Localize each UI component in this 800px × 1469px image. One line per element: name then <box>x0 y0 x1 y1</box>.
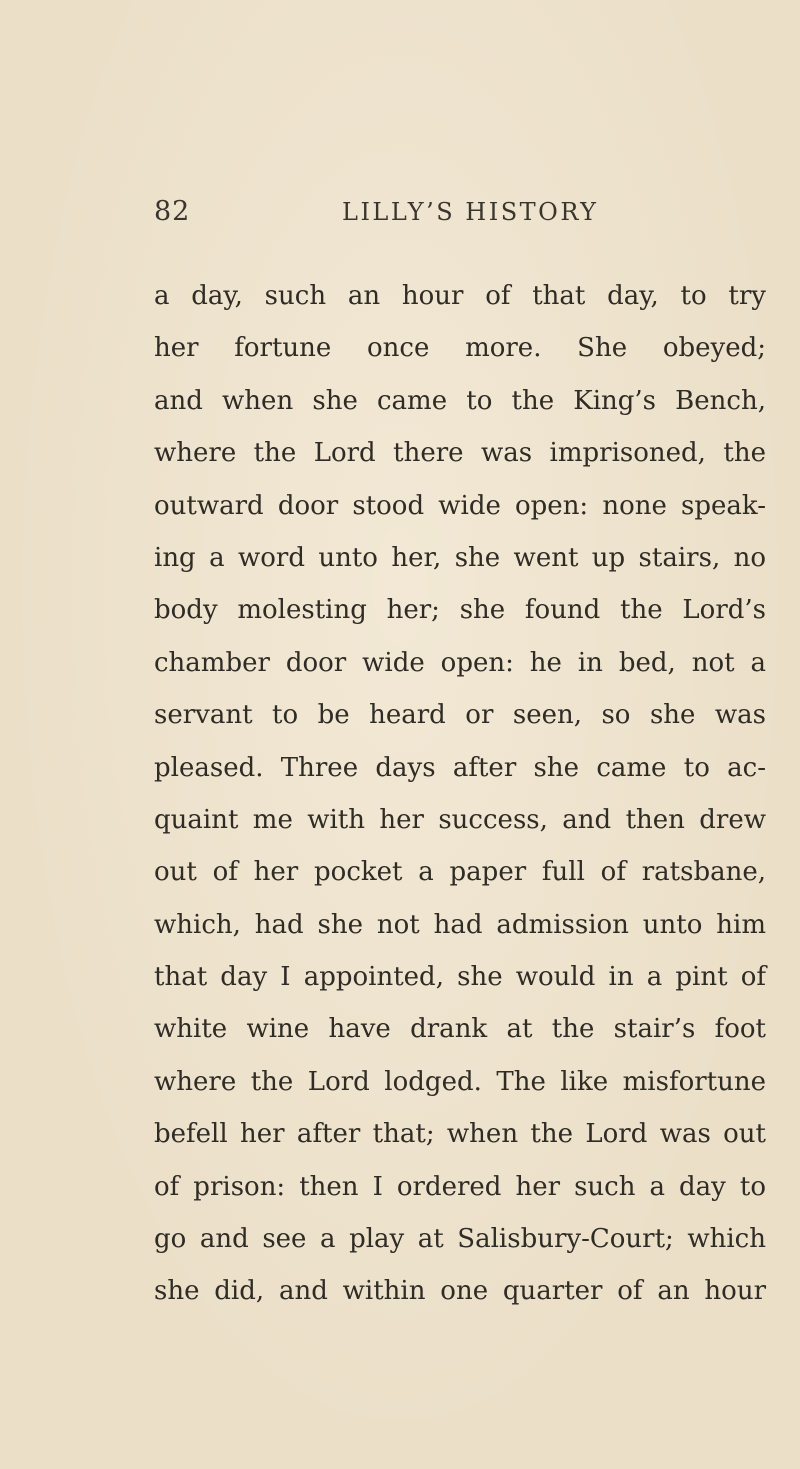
text-line: where the Lord there was imprisoned, the <box>154 438 766 469</box>
text-line: quaint me with her success, and then drew <box>154 804 766 835</box>
text-line: outward door stood wide open: none speak- <box>154 490 766 521</box>
text-line: servant to be heard or seen, so she was <box>154 700 766 731</box>
running-head-title: LILLY’S HISTORY <box>342 198 599 226</box>
text-line: befell her after that; when the Lord was out <box>154 1119 766 1150</box>
text-line: white wine have drank at the stair’s foot <box>154 1014 766 1045</box>
text-line: her fortune once more. She obeyed; <box>154 333 766 364</box>
text-line: which, had she not had admission unto him <box>154 909 766 940</box>
text-line: of prison: then I ordered her such a day to <box>154 1171 766 1202</box>
text-line: out of her pocket a paper full of ratsbane, <box>154 857 766 888</box>
text-line: and when she came to the King’s Bench, <box>154 385 766 416</box>
page-header <box>0 196 800 236</box>
text-line: ing a word unto her, she went up stairs, no <box>154 542 766 573</box>
text-line: chamber door wide open: he in bed, not a <box>154 647 766 678</box>
page-number: 82 <box>154 196 191 227</box>
text-line: that day I appointed, she would in a pint of <box>154 962 766 993</box>
text-line: go and see a play at Salisbury-Court; which <box>154 1224 766 1255</box>
text-line: pleased. Three days after she came to ac- <box>154 752 766 783</box>
text-line: where the Lord lodged. The like misfortune <box>154 1066 766 1097</box>
text-line: she did, and within one quarter of an hour <box>154 1276 766 1307</box>
body-text <box>154 270 766 1318</box>
text-line: body molesting her; she found the Lord’s <box>154 595 766 626</box>
text-line: a day, such an hour of that day, to try <box>154 281 766 311</box>
